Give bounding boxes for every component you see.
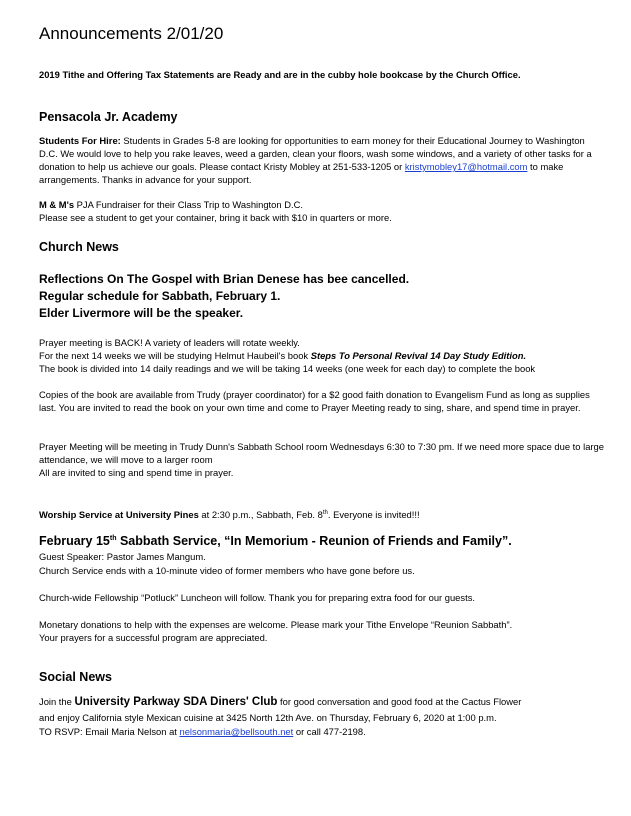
location-paragraph: Prayer Meeting will be meeting in Trudy Dunn's Sabbath School room Wednesdays 6:30 to 7:30 pm. If we need more space due to large attendance, we will move to a larger room (39, 441, 604, 465)
worship-label: Worship Service at University Pines (39, 509, 199, 520)
social-line-2: and enjoy California style Mexican cuisine at 3425 North 12th Ave. on Thursday, February 6, 2020 at 1:00 p.m. (39, 712, 497, 723)
potluck-note: Church-wide Fellowship “Potluck” Luncheon will follow. Thank you for preparing extra food for our guests. (39, 592, 475, 603)
prayer-line-2 (39, 349, 526, 362)
rsvp-email-link[interactable]: nelsonmaria@bellsouth.net (179, 726, 294, 737)
cancel-line-3: Elder Livermore will be the speaker. (39, 306, 244, 320)
worship-sup: th (322, 509, 328, 516)
monetary-line-1: Monetary donations to help with the expenses are welcome. Please mark your Tithe Envelope “Reunion Sabbath”. (39, 619, 513, 630)
club-name: University Parkway SDA Diners' Club (74, 696, 278, 708)
rsvp-text: TO RSVP: Email Maria Nelson at (39, 726, 180, 737)
worship-text: at 2:30 p.m., Sabbath, Feb. 8 (198, 509, 323, 520)
guest-speaker: Guest Speaker: Pastor James Mangum. (39, 551, 206, 562)
feb15-sup: th (109, 534, 117, 542)
prayer-line-2-text: For the next 14 weeks we will be studying Helmut Haubeil's book (39, 350, 311, 361)
page-title: Announcements 2/01/20 (39, 24, 224, 43)
mm-label: M & M's (39, 199, 75, 210)
hire-after: to make arrangements. Thanks in advance for your support. (39, 161, 564, 185)
church-heading: Church News (39, 240, 119, 254)
feb15-heading (39, 534, 512, 548)
feb15-title: Sabbath Service, “In Memorium - Reunion of Friends and Family”. (116, 534, 512, 548)
hire-email-link[interactable]: kristymobley17@hotmail.com (404, 161, 528, 172)
monetary-line-2: Your prayers for a successful program are appreciated. (39, 632, 268, 643)
prayer-line-1: Prayer meeting is BACK! A variety of leaders will rotate weekly. (39, 337, 300, 348)
join-text: Join the (39, 696, 75, 707)
location-line-2: All are invited to sing and spend time in prayer. (39, 467, 234, 478)
pja-hire-paragraph (39, 134, 604, 186)
rsvp-line (39, 725, 366, 738)
prayer-book-title: Steps To Personal Revival 14 Day Study Edition. (310, 350, 527, 361)
hire-text: Students in Grades 5-8 are looking for opportunities to earn money for their Educational Journey to Washington D.C. We would love to help you rake leaves, weed a garden, clean your floors, wash some windows, and a variety of other tasks for a donation to help us achieve our goals. Please contact Kristy Mobley at 251-533-1205 or (39, 135, 592, 172)
worship-end: . Everyone is invited!!! (327, 509, 420, 520)
pja-heading: Pensacola Jr. Academy (39, 110, 178, 124)
feb15-date: February 15 (39, 534, 110, 548)
prayer-line-3: The book is divided into 14 daily readings and we will be taking 14 weeks (one week for each day) to complete the book (39, 363, 536, 374)
worship-line (39, 508, 420, 521)
mm-line2: Please see a student to get your container, bring it back with $10 in quarters or more. (39, 212, 392, 223)
club-rest: for good conversation and good food at the Cactus Flower (277, 696, 522, 707)
mm-text: PJA Fundraiser for their Class Trip to Washington D.C. (74, 199, 303, 210)
tax-notice: 2019 Tithe and Offering Tax Statements are Ready and are in the cubby hole bookcase by the Church Office. (39, 69, 521, 80)
copies-paragraph: Copies of the book are available from Trudy (prayer coordinator) for a $2 good faith donation to Evangelism Fund as long as supplies last. You are invited to read the book on your own time and come to Prayer Meeting ready to sing, share, and spend time in prayer. (39, 389, 590, 413)
hire-label: Students For Hire: (39, 135, 121, 146)
mm-line (39, 198, 303, 211)
cancel-line-2: Regular schedule for Sabbath, February 1. (39, 289, 281, 303)
social-heading: Social News (39, 670, 112, 684)
cancel-line-1: Reflections On The Gospel with Brian Denese has bee cancelled. (39, 272, 410, 286)
rsvp-end: or call 477-2198. (293, 726, 366, 737)
social-line-1 (39, 695, 521, 709)
video-note: Church Service ends with a 10-minute video of former members who have gone before us. (39, 565, 415, 576)
